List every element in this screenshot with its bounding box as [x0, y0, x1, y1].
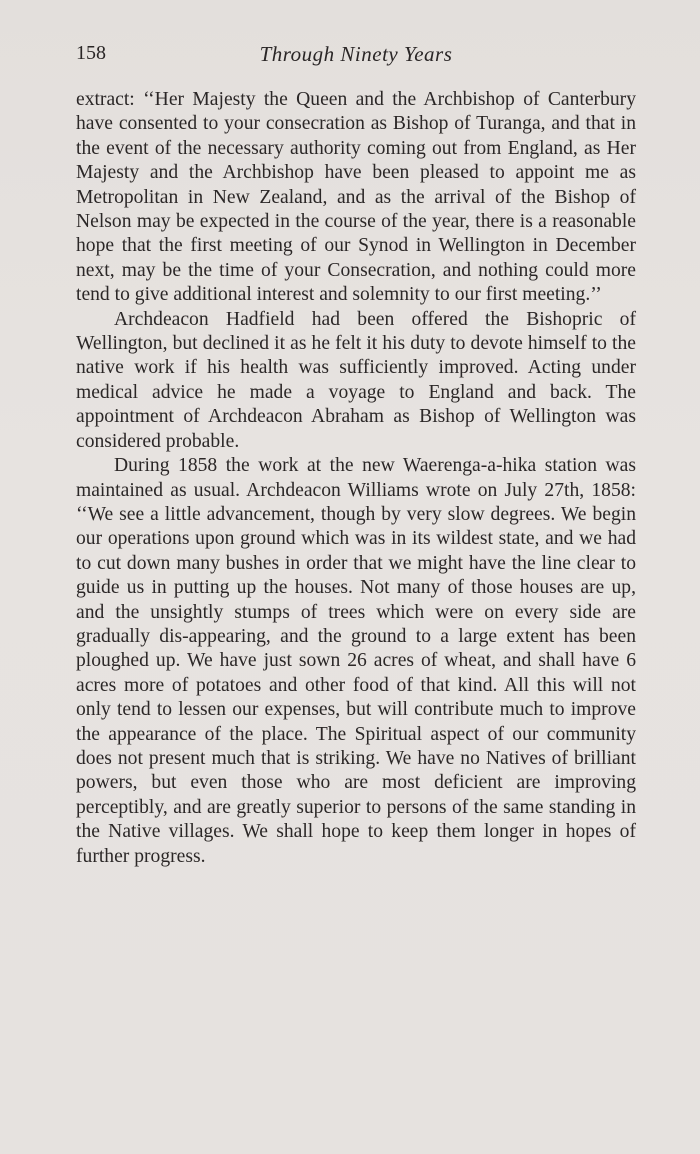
page-number: 158 [76, 42, 106, 64]
paragraph-hadfield: Archdeacon Hadfield had been offered the Bishopric of Wellington, but declined it as he felt it his duty to devote himself to the native work if his health was sufficiently improved. Acting under medical advice he made a voyage to England and back. The appointment of Archdeacon Abraham as Bishop of Wellington was considered probable. [76, 308, 636, 452]
paragraph-waerenga-a-hika: During 1858 the work at the new Waerenga-a-hika station was maintained as usual. Archdeacon Williams wrote on July 27th, 1858: ‘‘We see a little advancement, though by very slow degrees. We begin our operations upon ground which was in its wildest state, and we had to cut down many bushes in order that we might have the line clear to guide us in putting up the houses. Not many of those houses are up, and the unsightly stumps of trees which were on every side are gradually dis-appearing, and the ground to a large extent has been ploughed up. We have just sown 26 acres of wheat, and shall have 6 acres more of potatoes and other food of that kind. All this will not only tend to lessen our expenses, but will contribute much to improve the appearance of the place. The Spiritual aspect of our community does not present much that is striking. We have no Natives of brilliant powers, but even those who are most deficient are improving perceptibly, and are greatly superior to persons of the same standing in the Native villages. We shall hope to keep them longer in hopes of further progress. [76, 455, 636, 867]
running-title: Through Ninety Years [259, 42, 453, 66]
page-header [76, 42, 636, 72]
paragraph-continued-extract: extract: ‘‘Her Majesty the Queen and the Archbishop of Canterbury have consented to your consecration as Bishop of Turanga, and that in the event of the necessary authority coming out from England, as Her Majesty and the Archbishop have been pleased to appoint me as Metropolitan in New Zealand, and as the arrival of the Bishop of Nelson may be expected in the course of the year, there is a reasonable hope that the first meeting of our Synod in Wellington in December next, may be the time of your Consecration, and nothing could more tend to give additional interest and solemnity to our first meeting.’’ [76, 89, 636, 306]
body-text [76, 88, 636, 869]
